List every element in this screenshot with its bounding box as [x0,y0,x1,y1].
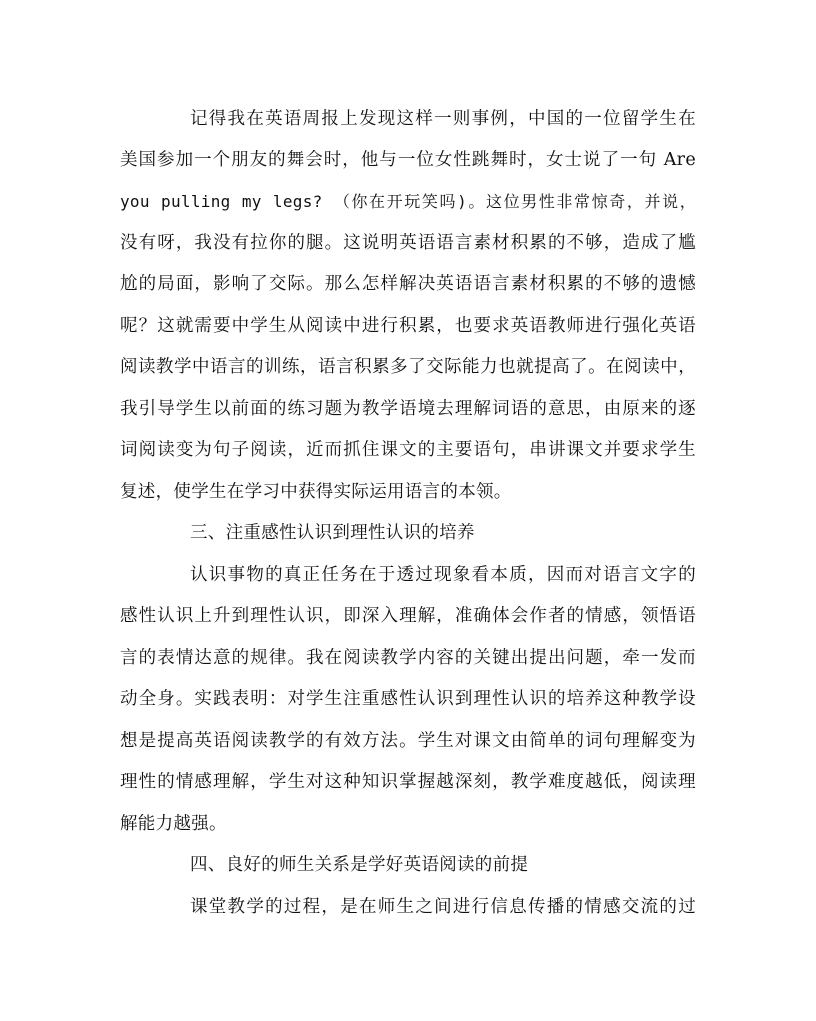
paragraph-line: 认识事物的真正任务在于透过现象看本质，因而对语言文字的 [190,565,696,585]
paragraph-line: 动全身。实践表明：对学生注重感性认识到理性认识的培养这种教学设 [120,689,696,709]
paragraph-line: 想是提高英语阅读教学的有效方法。学生对课文由简单的词句理解变为 [120,731,696,751]
paragraph-line: 理性的情感理解，学生对这种知识掌握越深刻，教学难度越低，阅读理 [120,772,696,792]
paragraph-line: 词阅读变为句子阅读，近而抓住课文的主要语句，串讲课文并要求学生 [120,440,696,460]
paragraph-line: 呢？这就需要中学生从阅读中进行积累，也要求英语教师进行强化英语 [120,316,696,336]
paragraph-line: 复述，使学生在学习中获得实际运用语言的本领。 [120,482,512,502]
paragraph-line: 记得我在英语周报上发现这样一则事例，中国的一位留学生在 [190,109,696,129]
paragraph-line: you pulling my legs? （你在开玩笑吗)。这位男性非常惊奇，并说， [120,192,696,211]
paragraph-line: 尬的局面，影响了交际。那么怎样解决英语语言素材积累的不够的遗憾 [120,274,696,294]
paragraph-line: 阅读教学中语言的训练，语言积累多了交际能力也就提高了。在阅读中， [120,357,696,377]
paragraph-line: 言的表情达意的规律。我在阅读教学内容的关键出提出问题，牵一发而 [120,648,696,668]
paragraph-line: 美国参加一个朋友的舞会时，他与一位女性跳舞时，女士说了一句 Are [120,150,696,170]
section-heading: 四、良好的师生关系是学好英语阅读的前提 [190,855,529,875]
paragraph-line: 感性认识上升到理性认识，即深入理解，准确体会作者的情感，领悟语 [120,606,696,626]
section-heading: 三、注重感性认识到理性认识的培养 [190,523,475,543]
paragraph-line: 课堂教学的过程，是在师生之间进行信息传播的情感交流的过 [190,897,696,917]
paragraph-line: 没有呀，我没有拉你的腿。这说明英语语言素材积累的不够，造成了尴 [120,233,696,253]
paragraph-line: 解能力越强。 [120,814,227,834]
paragraph-line: 我引导学生以前面的练习题为教学语境去理解词语的意思，由原来的逐 [120,399,696,419]
